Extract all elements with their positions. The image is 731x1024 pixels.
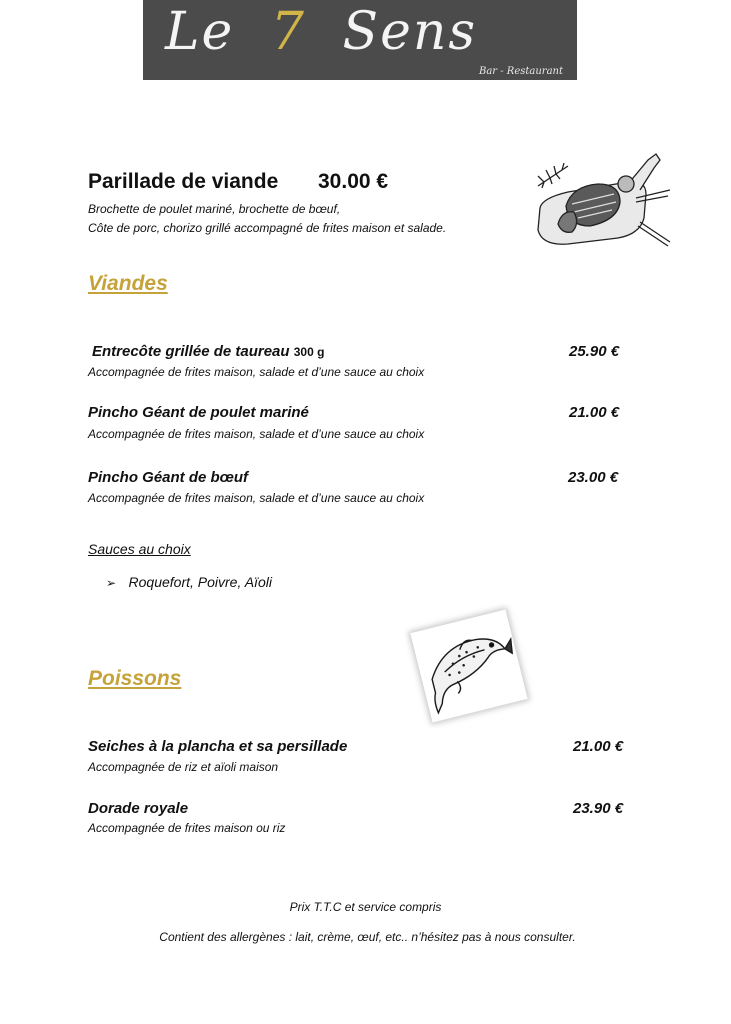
dish-name <box>92 343 324 360</box>
fish-icon <box>404 604 534 728</box>
dish-desc: Accompagnée de frites maison, salade et d’une sauce au choix <box>88 491 425 505</box>
featured-price: 30.00 € <box>318 170 389 193</box>
footer-allergen-note: Contient des allergènes : lait, crème, œuf, etc.. n’hésitez pas à nous consulter. <box>159 930 576 944</box>
dish-name: Dorade royale <box>88 800 189 817</box>
dish-price: 25.90 € <box>569 343 620 360</box>
featured-desc-line2: Côte de porc, chorizo grillé accompagné de frites maison et salade. <box>88 221 447 235</box>
dish-name: Seiches à la plancha et sa persillade <box>88 738 348 755</box>
bullet-arrow-icon: ➢ <box>106 576 117 590</box>
dish-desc: Accompagnée de frites maison, salade et d’une sauce au choix <box>88 365 425 379</box>
restaurant-logo <box>143 0 577 80</box>
sauces-heading: Sauces au choix <box>88 541 191 557</box>
logo-subtitle: Bar - Restaurant <box>478 66 563 77</box>
dish-name: Pincho Géant de poulet mariné <box>88 404 309 421</box>
section-heading-poissons: Poissons <box>88 667 182 690</box>
meat-board-icon <box>528 146 678 254</box>
dish-price: 23.00 € <box>568 469 619 486</box>
dish-desc: Accompagnée de frites maison ou riz <box>88 821 286 835</box>
footer-price-note: Prix T.T.C et service compris <box>289 900 442 914</box>
sauces-list: Roquefort, Poivre, Aïoli <box>128 574 272 590</box>
sauces-list-row <box>106 574 272 592</box>
logo-sens: Sens <box>342 2 478 62</box>
dish-desc: Accompagnée de frites maison, salade et d’une sauce au choix <box>88 427 425 441</box>
featured-name: Parillade de viande <box>88 170 279 193</box>
dish-desc: Accompagnée de riz et aïoli maison <box>88 760 279 774</box>
section-heading-viandes: Viandes <box>88 272 168 295</box>
dish-price: 21.00 € <box>573 738 624 755</box>
dish-price: 21.00 € <box>569 404 620 421</box>
logo-le: Le <box>165 2 235 62</box>
dish-name-entrecote: Entrecôte grillée de taureau <box>92 343 290 360</box>
logo-seven: 7 <box>270 2 306 62</box>
featured-title <box>88 170 278 194</box>
dish-weight: 300 g <box>293 345 325 359</box>
featured-desc-line1: Brochette de poulet mariné, brochette de bœuf, <box>88 202 341 216</box>
logo-wordmark <box>165 2 565 72</box>
dish-name: Pincho Géant de bœuf <box>88 469 248 486</box>
dish-price: 23.90 € <box>573 800 624 817</box>
